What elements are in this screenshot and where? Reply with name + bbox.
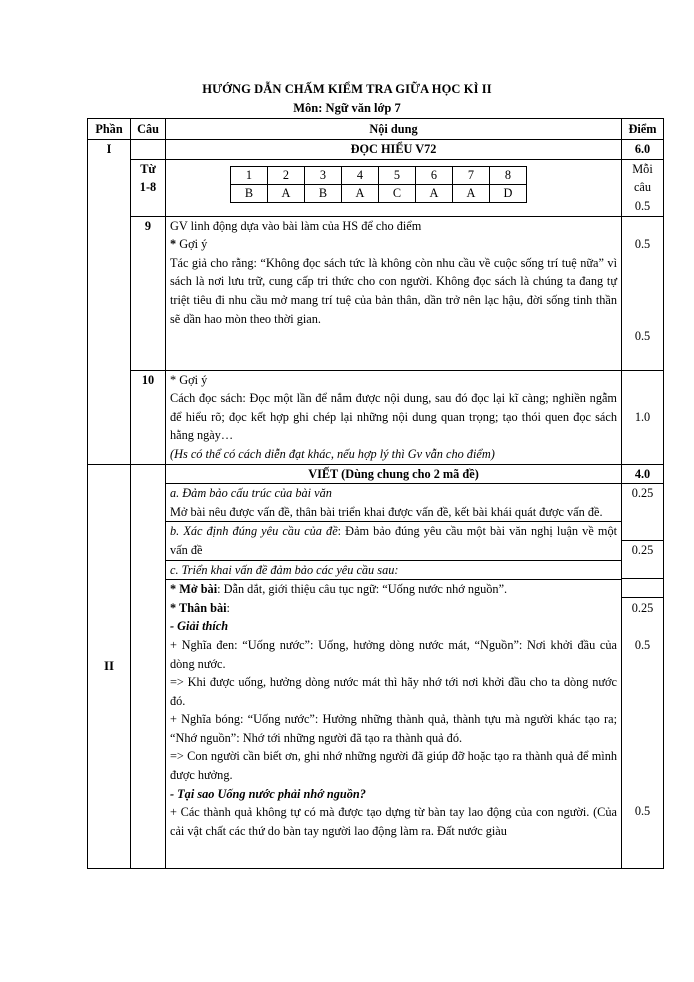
answer-number: 7 xyxy=(453,166,490,184)
answer-number: 3 xyxy=(305,166,342,184)
answer-number-row xyxy=(231,166,527,184)
answer-number: 4 xyxy=(342,166,379,184)
criterion-c: c. Triển khai vấn đề đảm bảo các yêu cầu sau: xyxy=(166,561,621,581)
answer-letter: A xyxy=(342,184,379,202)
criterion-a: a. Đảm bảo cấu trúc của bài văn Mở bài nêu được vấn đề, thân bài triển khai được vấn đề, kết bài khái quát được vấn đề. xyxy=(166,484,621,522)
q1-8-label: Từ 1-8 xyxy=(131,159,166,216)
criterion-b: b. Xác định đúng yêu cầu của đề: Đảm bảo đúng yêu cầu một bài văn nghị luận về một vấn đề xyxy=(166,522,621,560)
answer-number: 2 xyxy=(268,166,305,184)
criterion-b-score: 0.25 xyxy=(622,541,663,579)
grading-table xyxy=(87,118,664,869)
answer-number: 8 xyxy=(490,166,527,184)
criterion-c-details: * Mở bài: Dẫn dắt, giới thiệu câu tục ngữ: “Uống nước nhớ nguồn”. * Thân bài: - Giải thích + Nghĩa đen: “Uống nước”: Uống, hưởng dòng nước mát, “Nguồn”: Nơi khởi đầu của dòng nước. => Khi được uống, hưởng dòng nước mát thì hãy nhớ tới nơi khởi đầu cho ta dòng nước đó. + Nghĩa bóng: “Uống nước”: Hưởng những thành quả, thành tựu mà người khác tạo ra; “Nhớ nguồn”: Nhớ tới những người đã tạo ra thành quả đó. => Con người cần biết ơn, ghi nhớ những người đã giúp đỡ hoặc tạo ra thành quả để mình được hưởng. - Tại sao Uống nước phải nhớ nguồn? + Các thành quả không tự có mà được tạo dựng từ bàn tay lao động của con người. (Của cải vật chất các thứ do bàn tay người lao động làm ra. Đất nước giàu xyxy=(170,582,617,838)
part2-label: II xyxy=(88,464,131,869)
q10-row xyxy=(88,370,664,464)
header-content: Nội dung xyxy=(166,119,622,140)
q9-score: 0.5 0.5 xyxy=(622,216,664,370)
answer-letter: B xyxy=(231,184,268,202)
answer-number: 1 xyxy=(231,166,268,184)
answer-letter: A xyxy=(416,184,453,202)
q9-row xyxy=(88,216,664,370)
part1-heading: ĐỌC HIỂU V72 xyxy=(166,140,622,160)
part2-content xyxy=(166,464,622,869)
q9-content: GV linh động dựa vào bài làm của HS để cho điểm * Gợi ý Tác giả cho rằng: “Không đọc sách tức là không còn nhu cầu về cuộc sống trí tuệ nữa” vì sách là nơi lưu trữ, cung cấp tri thức cho con người. Không đọc sách là chúng ta đang tự triệt tiêu đi nhu cầu mở mang trí tuệ của bản thân, dần trở nên lạc hậu, đời sống tinh thần sẽ dần hao mòn theo thời gian. xyxy=(166,216,622,370)
part2-heading: VIẾT (Dùng chung cho 2 mã đề) xyxy=(166,465,621,485)
answer-letter: A xyxy=(453,184,490,202)
answer-number: 6 xyxy=(416,166,453,184)
answer-letter-row xyxy=(231,184,527,202)
table-header-row xyxy=(88,119,664,140)
header-part: Phần xyxy=(88,119,131,140)
criterion-a-score: 0.25 xyxy=(622,484,663,541)
q10-content: * Gợi ý Cách đọc sách: Đọc một lần để nắm được nội dung, sau đó đọc lại kĩ càng; nghiền ngẫm để hiểu rõ; đọc kết hợp ghi chép lại những nội dung quan trọng; tạo thói quen đọc sách hằng ngày… (Hs có thể có cách diễn đạt khác, nếu hợp lý thì Gv vẫn cho điểm) xyxy=(166,370,622,464)
header-question: Câu xyxy=(131,119,166,140)
answer-number: 5 xyxy=(379,166,416,184)
subject-line: Môn: Ngữ văn lớp 7 xyxy=(293,101,401,115)
q1-8-content xyxy=(166,159,622,216)
header-score: Điểm xyxy=(622,119,664,140)
q10-score: 1.0 xyxy=(622,370,664,464)
part1-label: I xyxy=(88,140,131,465)
answer-letter: C xyxy=(379,184,416,202)
q1-8-row xyxy=(88,159,664,216)
q9-label: 9 xyxy=(131,216,166,370)
q1-8-score: Mỗi câu 0.5 xyxy=(622,159,664,216)
part1-heading-score: 6.0 xyxy=(622,140,664,160)
page-title: HƯỚNG DẪN CHẤM KIỂM TRA GIỮA HỌC KÌ II xyxy=(202,82,492,96)
criterion-c-scores: 0.25 0.5 0.5 xyxy=(631,601,654,819)
part2-heading-score: 4.0 xyxy=(622,465,663,485)
answer-letter: B xyxy=(305,184,342,202)
answer-letter: D xyxy=(490,184,527,202)
answer-key-table xyxy=(230,166,527,203)
answer-letter: A xyxy=(268,184,305,202)
part1-heading-row xyxy=(88,140,664,160)
q10-label: 10 xyxy=(131,370,166,464)
part2-row xyxy=(88,464,664,869)
part2-scores xyxy=(622,464,664,869)
